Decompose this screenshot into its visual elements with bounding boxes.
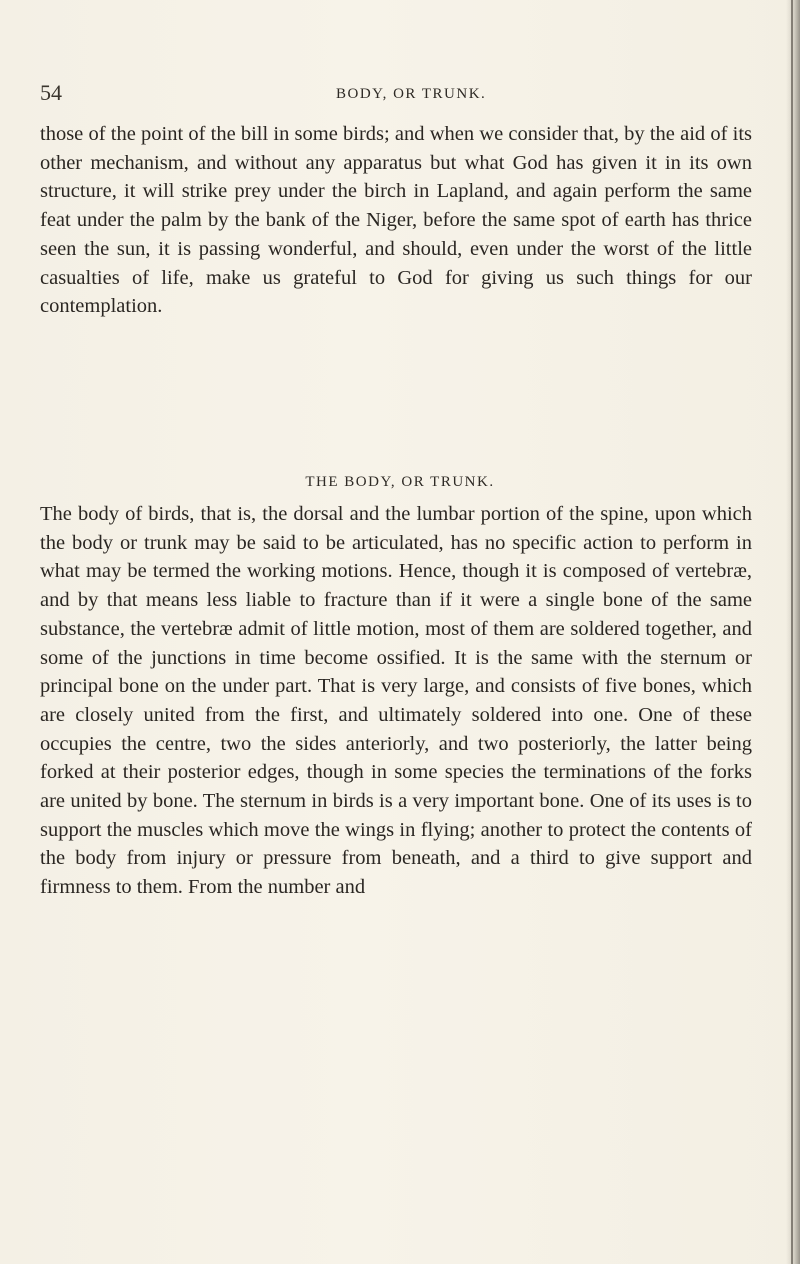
section-heading: THE BODY, OR TRUNK. <box>305 474 495 490</box>
paragraph-continued: those of the point of the bill in some birds; and when we consider that, by the aid of its other mechanism, and without any apparatus but what God has given it in its own structure, it will strike prey under the birch in Lapland, and again perform the same feat under the palm by the bank of the Niger, before the same spot of earth has thrice seen the sun, it is passing wonderful, and should, even under the worst of the little casualties of life, make us grateful to God for giving us such things for our contemplation. <box>40 123 752 318</box>
running-head-title: BODY, OR TRUNK. <box>336 86 487 102</box>
paragraph-body-trunk: The body of birds, that is, the dorsal and the lumbar portion of the spine, upon which the body or trunk may be said to be articulated, has no specific action to perform in what may be termed the working motions. Hence, though it is composed of vertebræ, and by that means less liable to fracture than if it were a single bone of the same substance, the vertebræ admit of little motion, most of them are soldered together, and some of the junctions in time become ossified. It is the same with the sternum or principal bone on the under part. That is very large, and consists of five bones, which are closely united from the first, and ultimately soldered into one. One of these occupies the centre, two the sides anteriorly, and two posteriorly, the latter being forked at their posterior edges, though in some species the terminations of the forks are united by bone. The sternum in birds is a very important bone. One of its uses is to support the muscles which move the wings in flying; another to protect the contents of the body from injury or pressure from beneath, and a third to give support and firmness to them. From the number and <box>40 503 752 899</box>
page-number: 54 <box>40 80 62 105</box>
page-edge-line <box>791 0 793 1264</box>
page-edge-shadow <box>786 0 800 1264</box>
running-head <box>40 80 740 110</box>
